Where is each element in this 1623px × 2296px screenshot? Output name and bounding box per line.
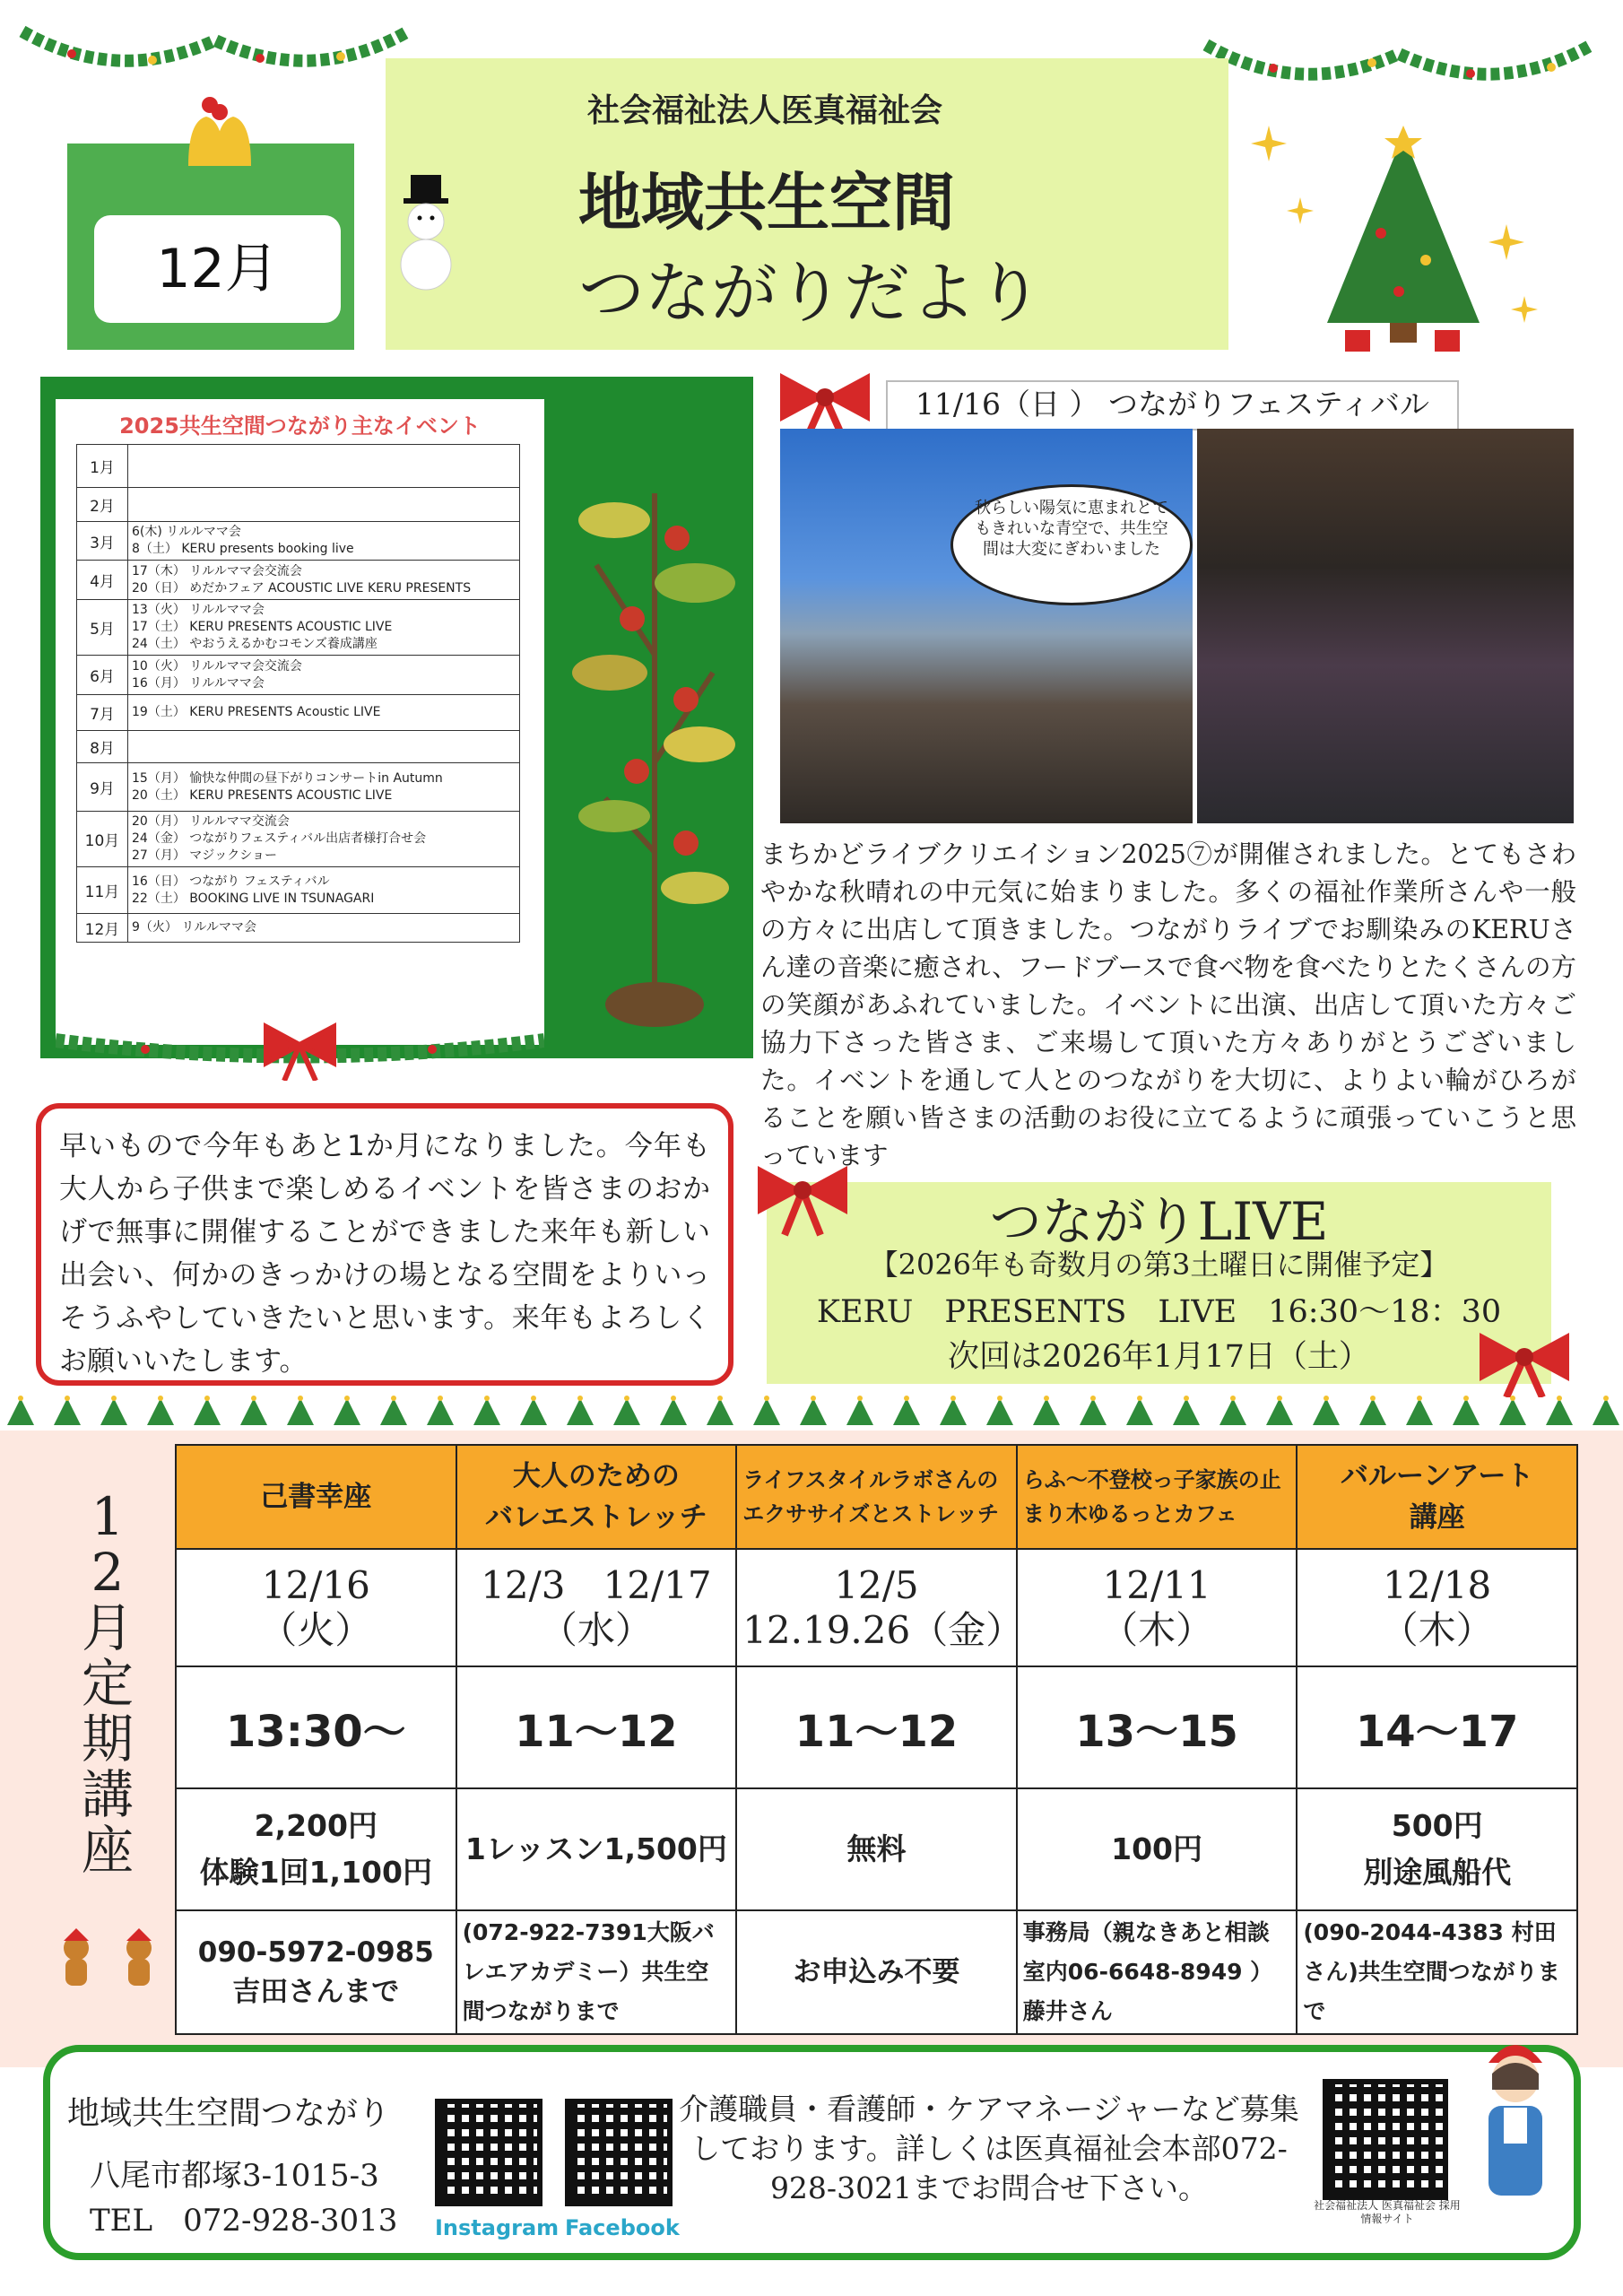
event-details: [128, 445, 520, 488]
facebook-label[interactable]: Facebook: [565, 2215, 680, 2240]
event-month: 9月: [77, 763, 128, 812]
mini-star-icon: [531, 1396, 536, 1401]
mini-tree-icon: [1266, 1398, 1293, 1425]
mini-star-icon: [1370, 1396, 1376, 1401]
staff-illustration-icon: [1466, 2027, 1565, 2206]
mini-tree-icon: [986, 1398, 1013, 1425]
mini-star-icon: [1230, 1396, 1236, 1401]
instagram-qr-code[interactable]: [435, 2099, 542, 2206]
festival-title: 11/16（日 ） つながりフェスティバル: [886, 380, 1459, 430]
event-details: 19（土） KERU PRESENTS Acoustic LIVE: [128, 695, 520, 731]
mini-tree-icon: [520, 1398, 547, 1425]
event-month: 1月: [77, 445, 128, 488]
mini-star-icon: [1510, 1396, 1515, 1401]
mini-tree-icon: [7, 1398, 34, 1425]
class-time: 13:30〜: [176, 1666, 456, 1788]
mini-star-icon: [1090, 1396, 1096, 1401]
class-time: 14〜17: [1297, 1666, 1577, 1788]
mini-star-icon: [18, 1396, 23, 1401]
mini-tree-icon: [1593, 1398, 1619, 1425]
mini-tree-icon: [1359, 1398, 1386, 1425]
class-price: 100円: [1017, 1788, 1298, 1910]
mini-tree-icon: [1546, 1398, 1573, 1425]
event-month: 6月: [77, 656, 128, 695]
mini-star-icon: [391, 1396, 396, 1401]
festival-report: まちかどライブクリエイション2025⑦が開催されました。とてもさわやかな秋晴れの中元気に始まりました。多くの福祉作業所さんや一般の方々に出店して頂きました。つながりライブでお馴染みのKERUさん達の音楽に癒され、フードブースで食べ物を食べたりとたくさんの方の笑顔があふれていました。イベントに出演、出店して頂いた方々ご協力下さった皆さま、ご来場して頂いた方々ありがとうございました。イベントを通して人とのつながりを大切に、よりよい輪がひろがることを願い皆さまの活動のお役に立てるように頑張っていこうと思っています: [760, 839, 1576, 1170]
bell-icon: [170, 85, 269, 175]
mini-star-icon: [950, 1396, 956, 1401]
mini-star-icon: [484, 1396, 490, 1401]
event-list-title: 2025共生空間つながり主なイベント: [119, 413, 481, 439]
event-month: 8月: [77, 731, 128, 763]
mini-tree-icon: [1313, 1398, 1340, 1425]
event-row: [77, 763, 520, 812]
event-details: 6(木) リルルママ会 8（土） KERU presents booking live: [128, 522, 520, 561]
class-name: ライフスタイルラボさんのエクササイズとストレッチ: [736, 1445, 1017, 1549]
class-name: らふ〜不登校っ子家族の止まり木ゆるっとカフェ: [1017, 1445, 1298, 1549]
title-line-2: つながりだより: [578, 255, 1043, 332]
live-performer: KERU PRESENTS LIVE 16:30〜18：30: [816, 1294, 1502, 1330]
holly-garland-right: [1202, 27, 1596, 90]
event-month: 4月: [77, 561, 128, 600]
event-month: 12月: [77, 914, 128, 943]
holly-garland-left: [18, 13, 412, 76]
organization-name: 社会福祉法人医真福祉会: [587, 92, 943, 129]
class-contact: お申込み不要: [736, 1910, 1017, 2034]
mini-star-icon: [857, 1396, 863, 1401]
mini-tree-icon: [147, 1398, 174, 1425]
event-row: [77, 867, 520, 914]
mini-tree-icon: [380, 1398, 407, 1425]
mini-tree-icon: [1126, 1398, 1153, 1425]
snowman-icon: [386, 175, 466, 291]
mini-tree-icon: [660, 1398, 687, 1425]
class-contact: 090-5972-0985 吉田さんまで: [176, 1910, 456, 2034]
tree-border: [0, 1395, 1623, 1431]
mini-star-icon: [577, 1396, 583, 1401]
mini-star-icon: [764, 1396, 769, 1401]
event-month: 10月: [77, 812, 128, 867]
event-details: 9（火） リルルママ会: [128, 914, 520, 943]
mini-tree-icon: [1173, 1398, 1200, 1425]
footer-address: 八尾市都塚3-1015-3: [90, 2158, 379, 2194]
live-title: つながりLIVE: [989, 1191, 1329, 1252]
mini-star-icon: [438, 1396, 443, 1401]
mini-tree-icon: [893, 1398, 920, 1425]
mini-star-icon: [251, 1396, 256, 1401]
live-schedule: 【2026年も奇数月の第3土曜日に開催予定】: [869, 1248, 1449, 1282]
mini-tree-icon: [753, 1398, 780, 1425]
mini-tree-icon: [1499, 1398, 1526, 1425]
gingerbread-icon: [49, 1928, 175, 2000]
mini-tree-icon: [100, 1398, 127, 1425]
mini-tree-icon: [287, 1398, 314, 1425]
classes-side-title: [63, 1486, 152, 1881]
event-row: [77, 445, 520, 488]
event-table: [76, 444, 520, 943]
mini-tree-icon: [1080, 1398, 1107, 1425]
sparkle-icon: [1480, 224, 1551, 350]
mini-tree-icon: [473, 1398, 500, 1425]
class-contact: (072-922-7391大阪バレエアカデミー）共生空間つながりまで: [456, 1910, 737, 2034]
festival-photo-outdoor: [780, 429, 1193, 823]
mini-tree-icon: [940, 1398, 967, 1425]
event-details: 10（火） リルルママ会交流会 16（月） リルルママ会: [128, 656, 520, 695]
ribbon-icon: [771, 366, 879, 438]
mini-star-icon: [1603, 1396, 1609, 1401]
facebook-qr-code[interactable]: [565, 2099, 673, 2206]
class-time: 13〜15: [1017, 1666, 1298, 1788]
garland-icon: [1202, 27, 1596, 90]
event-details: [128, 488, 520, 522]
festival-photo-indoor: [1197, 429, 1574, 823]
side-title-text: 12 月 定 期 講 座: [81, 1486, 134, 1881]
classes-table: [175, 1444, 1578, 2035]
event-month: 3月: [77, 522, 128, 561]
recruitment-text: 介護職員・看護師・ケアマネージャーなど募集しております。詳しくは医真福祉会本部072-928-3021までお問合せ下さい。: [679, 2092, 1299, 2205]
class-name: 己書幸座: [176, 1445, 456, 1549]
event-details: [128, 731, 520, 763]
sparkle-icon: [1251, 126, 1323, 251]
class-name: 大人のための バレエストレッチ: [456, 1445, 737, 1549]
event-month: 11月: [77, 867, 128, 914]
event-row: [77, 488, 520, 522]
mini-star-icon: [298, 1396, 303, 1401]
year-end-message: 早いもので今年もあと1か月になりました。今年も大人から子供まで楽しめるイベントを皆さまのおかげで無事に開催することができました来年も新しい出会い、何かのきっかけの場となる空間をよりいっそうふやしていきたいと思います。来年もよろしくお願いいたします。: [36, 1103, 733, 1386]
class-price: 500円 別途風船代: [1297, 1788, 1577, 1910]
event-details: 20（月） リルルママ交流会 24（金） つながりフェスティバル出店者様打合せ会 27（月） マジックショー: [128, 812, 520, 867]
mini-star-icon: [204, 1396, 210, 1401]
garland-icon: [18, 13, 412, 76]
class-date: 12/16 （火）: [176, 1549, 456, 1666]
mini-tree-icon: [334, 1398, 360, 1425]
class-time: 11〜12: [736, 1666, 1017, 1788]
mini-star-icon: [671, 1396, 676, 1401]
garland-ribbon-icon: [56, 1018, 544, 1081]
mini-star-icon: [1463, 1396, 1469, 1401]
event-month: 5月: [77, 600, 128, 656]
instagram-label[interactable]: Instagram: [435, 2215, 560, 2240]
event-row: [77, 600, 520, 656]
recruit-qr-code[interactable]: [1323, 2079, 1448, 2200]
class-contact: (090-2044-4383 村田さん)共生空間つながりまで: [1297, 1910, 1577, 2034]
class-date: 12/3 12/17 （水）: [456, 1549, 737, 1666]
mini-tree-icon: [613, 1398, 640, 1425]
mini-star-icon: [1557, 1396, 1562, 1401]
class-price: 無料: [736, 1788, 1017, 1910]
event-details: 17（木） リルルママ会交流会 20（日） めだかフェア ACOUSTIC LIVE KERU PRESENTS: [128, 561, 520, 600]
title-line-1: 地域共生空間: [578, 166, 955, 239]
mini-star-icon: [1324, 1396, 1329, 1401]
event-row: [77, 731, 520, 763]
mini-tree-icon: [427, 1398, 454, 1425]
recruit-qr-caption: 社会福祉法人 医真福祉会 採用情報サイト: [1314, 2199, 1461, 2225]
class-date: 12/18 （木）: [1297, 1549, 1577, 1666]
mini-star-icon: [158, 1396, 163, 1401]
speech-bubble: 秋らしい陽気に恵まれとてもきれいな青空で、共生空間は大変にぎわいました: [950, 484, 1193, 605]
class-price: 2,200円 体験1回1,100円: [176, 1788, 456, 1910]
mini-tree-icon: [54, 1398, 81, 1425]
mini-tree-icon: [846, 1398, 873, 1425]
live-next-date: 次回は2026年1月17日（土）: [948, 1339, 1370, 1375]
mini-star-icon: [624, 1396, 629, 1401]
mini-tree-icon: [194, 1398, 221, 1425]
mini-tree-icon: [567, 1398, 594, 1425]
event-details: 16（日） つながり フェスティバル 22（土） BOOKING LIVE IN TSUNAGARI: [128, 867, 520, 914]
event-row: [77, 561, 520, 600]
class-price: 1レッスン1,500円: [456, 1788, 737, 1910]
mini-star-icon: [111, 1396, 117, 1401]
event-month: 7月: [77, 695, 128, 731]
plant-decoration: [560, 386, 749, 1031]
mini-tree-icon: [1033, 1398, 1060, 1425]
class-date: 12/11 （木）: [1017, 1549, 1298, 1666]
class-name: バルーンアート 講座: [1297, 1445, 1577, 1549]
mini-tree-icon: [1453, 1398, 1480, 1425]
mini-star-icon: [1277, 1396, 1282, 1401]
event-row: [77, 656, 520, 695]
mini-star-icon: [1137, 1396, 1142, 1401]
mini-star-icon: [1184, 1396, 1189, 1401]
event-row: [77, 695, 520, 731]
mini-tree-icon: [707, 1398, 733, 1425]
mini-tree-icon: [240, 1398, 267, 1425]
mini-star-icon: [811, 1396, 816, 1401]
christmas-tree-icon: [1318, 126, 1488, 359]
event-row: [77, 812, 520, 867]
mini-tree-icon: [1406, 1398, 1433, 1425]
mini-tree-icon: [1219, 1398, 1246, 1425]
mini-star-icon: [344, 1396, 350, 1401]
mini-tree-icon: [800, 1398, 827, 1425]
class-time: 11〜12: [456, 1666, 737, 1788]
footer-name: 地域共生空間つながり: [67, 2095, 391, 2132]
event-details: 13（火） リルルママ会 17（土） KERU PRESENTS ACOUSTIC LIVE 24（土） やおうえるかむコモンズ養成講座: [128, 600, 520, 656]
class-contact: 事務局（親なきあと相談室内06-6648-8949 ）藤井さん: [1017, 1910, 1298, 2034]
event-details: 15（月） 愉快な仲間の昼下がりコンサートin Autumn 20（土） KERU PRESENTS ACOUSTIC LIVE: [128, 763, 520, 812]
mini-star-icon: [1044, 1396, 1049, 1401]
footer-tel: TEL 072-928-3013: [90, 2203, 398, 2239]
month-label: 12月: [156, 238, 279, 300]
event-row: [77, 522, 520, 561]
mini-star-icon: [1417, 1396, 1422, 1401]
event-row: [77, 914, 520, 943]
mini-star-icon: [997, 1396, 1002, 1401]
mini-star-icon: [65, 1396, 70, 1401]
class-date: 12/5 12.19.26（金）: [736, 1549, 1017, 1666]
event-month: 2月: [77, 488, 128, 522]
mini-star-icon: [717, 1396, 723, 1401]
mini-star-icon: [904, 1396, 909, 1401]
